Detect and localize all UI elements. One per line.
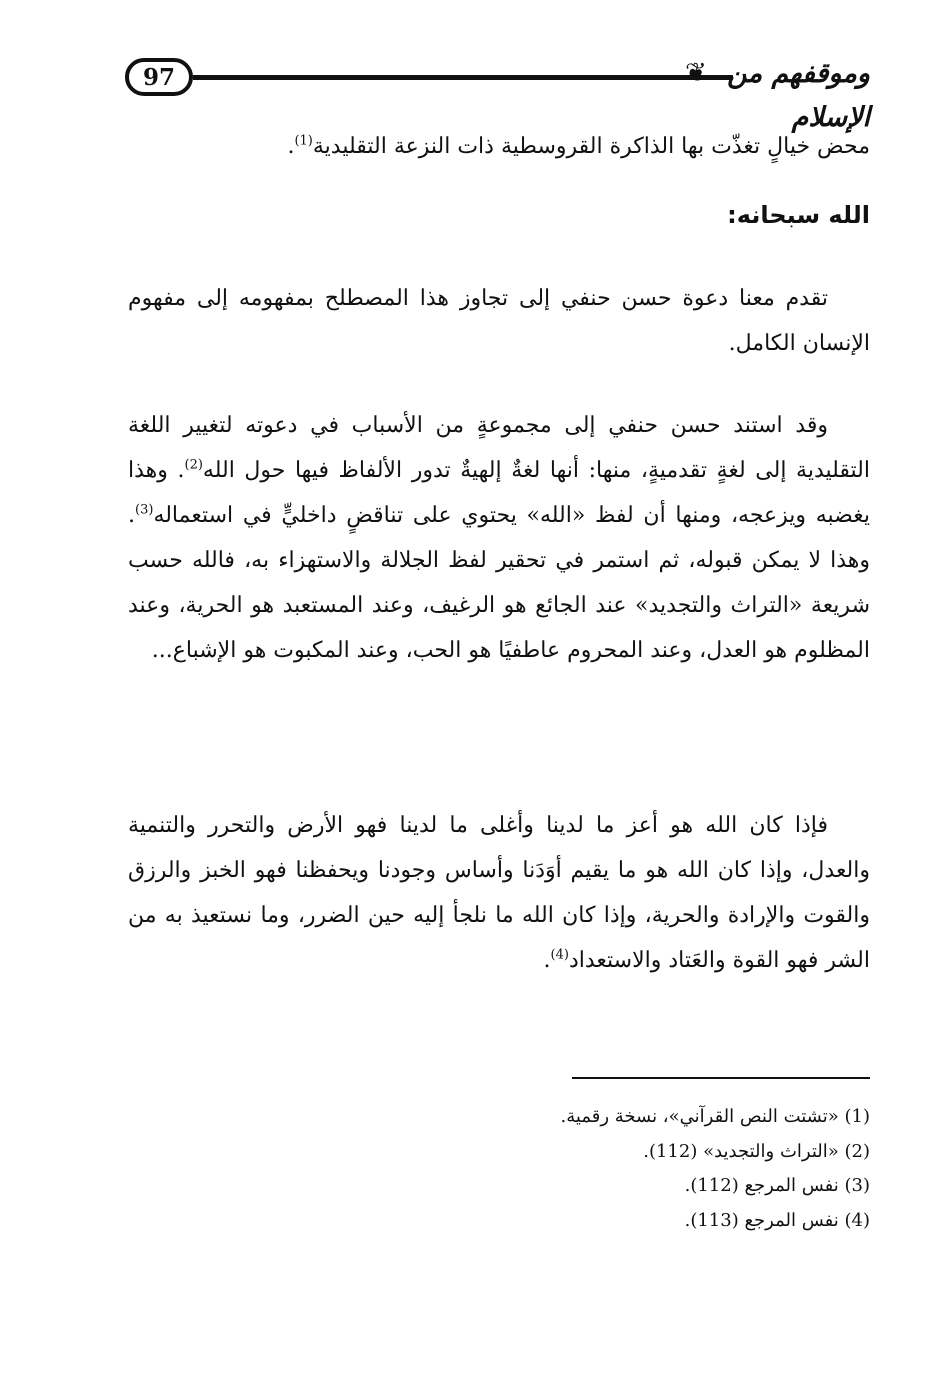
paragraph-3-text: فإذا كان الله هو أعز ما لدينا وأغلى ما لدينا فهو الأرض والتحرر والتنمية والعدل، وإذا كان الله هو ما يقيم أوَدَنا وأساس وجودنا ويحفظنا فهو الخبز والرزق والقوت والإرادة والحرية، وإذا كان الله ما نلجأ إليه حين الضرر، وما نستعيذ به من الشر فهو القوة والعَتاد والاستعداد — [128, 813, 870, 973]
footnote-ref-1: (1) — [294, 133, 313, 149]
paragraph-3-end: . — [543, 948, 551, 973]
paragraph-2-part-a: وقد استند حسن حنفي إلى مجموعةٍ من الأسباب في دعوته لتغيير اللغة التقليدية إلى لغةٍ تقدميةٍ، منها: أنها لغةٌ إلهيةٌ تدور الألفاظ فيها حول الله — [128, 413, 870, 483]
section-heading: الله سبحانه: — [727, 201, 870, 229]
footnote-1: (1) «تشتت النص القرآني»، نسخة رقمية. — [560, 1106, 870, 1127]
footnotes — [370, 1100, 870, 1238]
paragraph-2-part-b: . وهذا يغضبه ويزعجه، ومنها أن لفظ «الله» يحتوي على تناقضٍ داخليٍّ في استعماله — [128, 458, 870, 528]
footnote-2: (2) «التراث والتجديد» (112). — [643, 1140, 870, 1162]
page-header — [125, 52, 870, 133]
running-title: وموقفهم من الإسلام — [727, 58, 870, 133]
footnote-ref-3: (3) — [135, 502, 154, 518]
footnote-separator — [572, 1077, 870, 1079]
footnote-3: (3) نفس المرجع (112). — [684, 1175, 870, 1196]
paragraph-2 — [128, 403, 870, 673]
paragraph-3 — [128, 803, 870, 983]
footnote-ref-2: (2) — [184, 457, 203, 473]
page-number: 97 — [125, 58, 193, 96]
ornament-icon: ❦ — [685, 58, 707, 88]
paragraph-1-text: تقدم معنا دعوة حسن حنفي إلى تجاوز هذا المصطلح بمفهومه إلى مفهوم الإنسان الكامل. — [128, 286, 870, 356]
paragraph-2-part-c: . وهذا لا يمكن قبوله، ثم استمر في تحقير لفظ الجلالة والاستهزاء به، فالله حسب شريعة «التراث والتجديد» عند الجائع هو الرغيف، وعند المستعبد هو الحرية، وعند المظلوم هو العدل، وعند المحروم عاطفيًا هو الحب، وعند المكبوت هو الإشباع... — [128, 503, 870, 663]
intro-text: محض خيالٍ تغذّت بها الذاكرة القروسطية ذات النزعة التقليدية — [312, 134, 870, 159]
footnote-4: (4) نفس المرجع (113). — [684, 1209, 870, 1231]
footnote-ref-4: (4) — [550, 947, 569, 963]
intro-end: . — [287, 134, 295, 159]
intro-line — [128, 124, 870, 169]
header-rule — [193, 75, 733, 80]
paragraph-1 — [128, 276, 870, 366]
